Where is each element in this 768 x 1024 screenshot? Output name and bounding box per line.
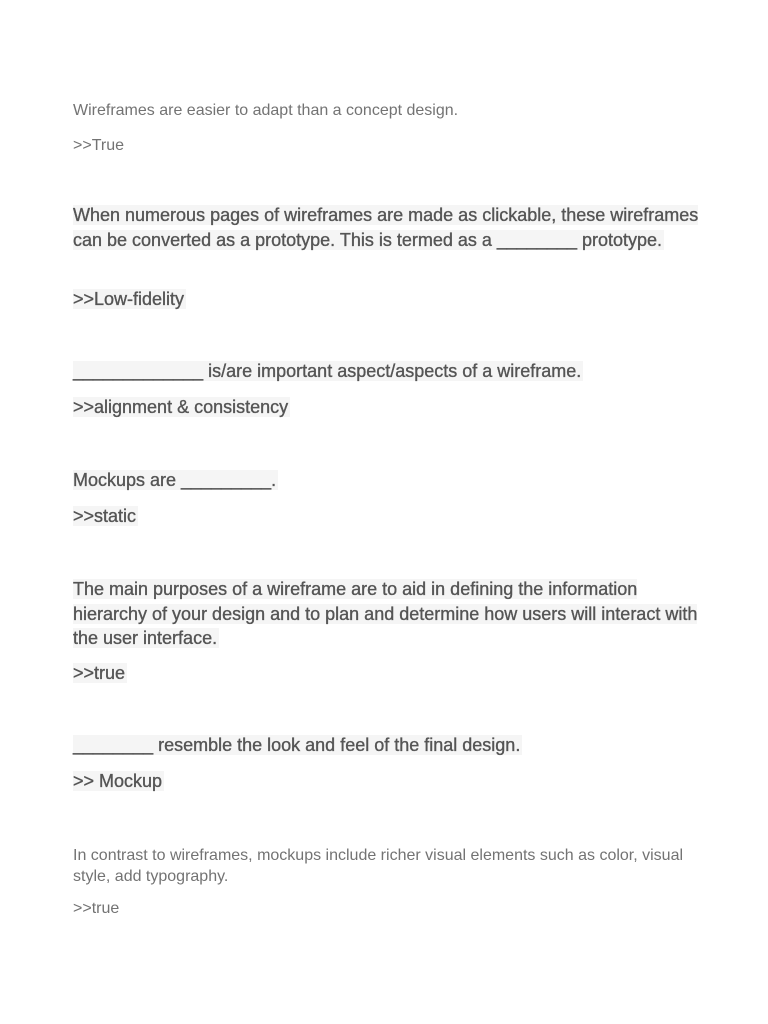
answer-1: >>True <box>73 137 124 154</box>
answer-6-text: >> Mockup <box>73 771 163 791</box>
answer-4 <box>73 506 138 527</box>
answer-5-text: >>true <box>73 663 126 683</box>
question-3-text: _____________ is/are important aspect/aspects of a wireframe. <box>73 361 582 381</box>
question-4-text: Mockups are _________. <box>73 470 277 490</box>
answer-2 <box>73 289 186 310</box>
question-5-text: The main purposes of a wireframe are to aid in defining the information hierarchy of your design and to plan and determine how users will interact with the user interface. <box>73 579 698 648</box>
answer-3-text: >>alignment & consistency <box>73 397 289 417</box>
answer-7: >>true <box>73 900 120 917</box>
answer-3 <box>73 397 290 418</box>
answer-5 <box>73 663 127 684</box>
question-7: In contrast to wireframes, mockups include richer visual elements such as color, visual style, add typography. <box>73 847 684 885</box>
question-6 <box>73 735 522 756</box>
question-4 <box>73 470 278 491</box>
answer-2-text: >>Low-fidelity <box>73 289 185 309</box>
question-5 <box>73 577 703 651</box>
question-1: Wireframes are easier to adapt than a concept design. <box>73 102 459 119</box>
question-2 <box>73 203 703 252</box>
question-2-text: When numerous pages of wireframes are made as clickable, these wireframes can be converted as a prototype. This is termed as a ________ prototype. <box>73 205 699 250</box>
question-3 <box>73 361 583 382</box>
answer-4-text: >>static <box>73 506 137 526</box>
question-6-text: ________ resemble the look and feel of the final design. <box>73 735 521 755</box>
answer-6 <box>73 771 164 792</box>
